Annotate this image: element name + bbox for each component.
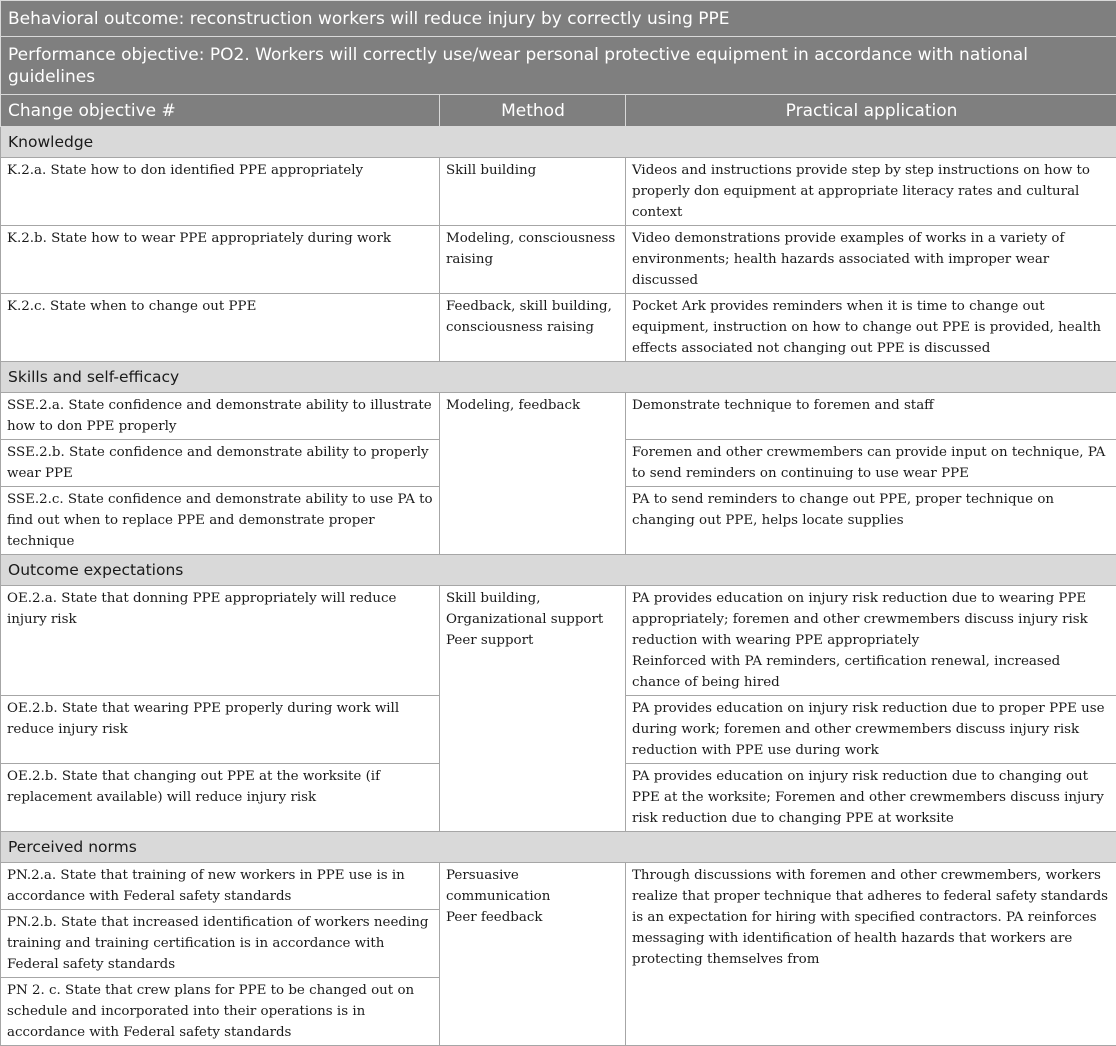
practical-application-cell: PA to send reminders to change out PPE, proper technique on changing out PPE, helps locate supplies <box>626 487 1116 555</box>
practical-application-cell: Foremen and other crewmembers can provide input on technique, PA to send reminders on continuing to use wear PPE <box>626 440 1116 487</box>
change-objective-cell: K.2.b. State how to wear PPE appropriately during work <box>1 226 440 294</box>
change-objective-cell: K.2.a. State how to don identified PPE appropriately <box>1 158 440 226</box>
section-title: Knowledge <box>1 127 1116 158</box>
section-header-knowledge <box>1 127 1116 158</box>
table-row <box>1 158 1116 226</box>
method-cell: Skill building, Organizational support Peer support <box>440 586 626 832</box>
method-cell: Modeling, consciousness raising <box>440 226 626 294</box>
change-objective-cell: SSE.2.a. State confidence and demonstrate ability to illustrate how to don PPE properly <box>1 393 440 440</box>
change-objective-cell: PN.2.b. State that increased identification of workers needing training and training certification is in accordance with Federal safety standards <box>1 910 440 978</box>
practical-application-cell: Demonstrate technique to foremen and staff <box>626 393 1116 440</box>
section-header-perceived-norms <box>1 832 1116 863</box>
practical-application-cell: PA provides education on injury risk reduction due to proper PPE use during work; foremen and other crewmembers discuss injury risk reduction with PPE use during work <box>626 696 1116 764</box>
section-header-outcome-expectations <box>1 555 1116 586</box>
table-row <box>1 393 1116 440</box>
behavioral-outcome: Behavioral outcome: reconstruction workers will reduce injury by correctly using PPE <box>1 1 1116 37</box>
behavioral-outcome-row <box>1 1 1116 37</box>
change-objective-cell: PN.2.a. State that training of new workers in PPE use is in accordance with Federal safety standards <box>1 863 440 910</box>
section-header-skills <box>1 362 1116 393</box>
column-header-practical-application: Practical application <box>626 95 1116 127</box>
performance-objective-row <box>1 37 1116 95</box>
section-title: Perceived norms <box>1 832 1116 863</box>
column-header-change-objective: Change objective # <box>1 95 440 127</box>
change-objective-cell: SSE.2.b. State confidence and demonstrate ability to properly wear PPE <box>1 440 440 487</box>
practical-application-cell: Pocket Ark provides reminders when it is time to change out equipment, instruction on how to change out PPE is provided, health effects associated not changing out PPE is discussed <box>626 294 1116 362</box>
table-row <box>1 226 1116 294</box>
change-objective-cell: OE.2.a. State that donning PPE appropriately will reduce injury risk <box>1 586 440 696</box>
method-cell: Modeling, feedback <box>440 393 626 555</box>
method-cell: Skill building <box>440 158 626 226</box>
column-header-row <box>1 95 1116 127</box>
change-objective-cell: K.2.c. State when to change out PPE <box>1 294 440 362</box>
practical-application-cell: Videos and instructions provide step by step instructions on how to properly don equipment at appropriate literacy rates and cultural context <box>626 158 1116 226</box>
practical-application-cell: PA provides education on injury risk reduction due to changing out PPE at the worksite; Foremen and other crewmembers discuss injury risk reduction due to changing PPE at worksite <box>626 764 1116 832</box>
table-row <box>1 863 1116 910</box>
change-objective-cell: OE.2.b. State that changing out PPE at the worksite (if replacement available) will reduce injury risk <box>1 764 440 832</box>
column-header-method: Method <box>440 95 626 127</box>
method-cell: Feedback, skill building, consciousness raising <box>440 294 626 362</box>
method-cell: Persuasive communication Peer feedback <box>440 863 626 1046</box>
change-objective-cell: PN 2. c. State that crew plans for PPE to be changed out on schedule and incorporated into their operations is in accordance with Federal safety standards <box>1 978 440 1046</box>
practical-application-cell: Through discussions with foremen and other crewmembers, workers realize that proper technique that adheres to federal safety standards is an expectation for hiring with specified contractors. PA reinforces messaging with identification of health hazards that workers are protecting themselves from <box>626 863 1116 1046</box>
table-row <box>1 586 1116 696</box>
section-title: Outcome expectations <box>1 555 1116 586</box>
table-row <box>1 294 1116 362</box>
change-objective-cell: OE.2.b. State that wearing PPE properly during work will reduce injury risk <box>1 696 440 764</box>
practical-application-cell: PA provides education on injury risk reduction due to wearing PPE appropriately; foremen and other crewmembers discuss injury risk reduction with wearing PPE appropriately Reinforced with PA reminders, certification renewal, increased chance of being hired <box>626 586 1116 696</box>
performance-objective: Performance objective: PO2. Workers will correctly use/wear personal protective equipment in accordance with national guidelines <box>1 37 1116 95</box>
practical-application-cell: Video demonstrations provide examples of works in a variety of environments; health hazards associated with improper wear discussed <box>626 226 1116 294</box>
section-title: Skills and self-efficacy <box>1 362 1116 393</box>
change-objective-cell: SSE.2.c. State confidence and demonstrate ability to use PA to find out when to replace PPE and demonstrate proper technique <box>1 487 440 555</box>
